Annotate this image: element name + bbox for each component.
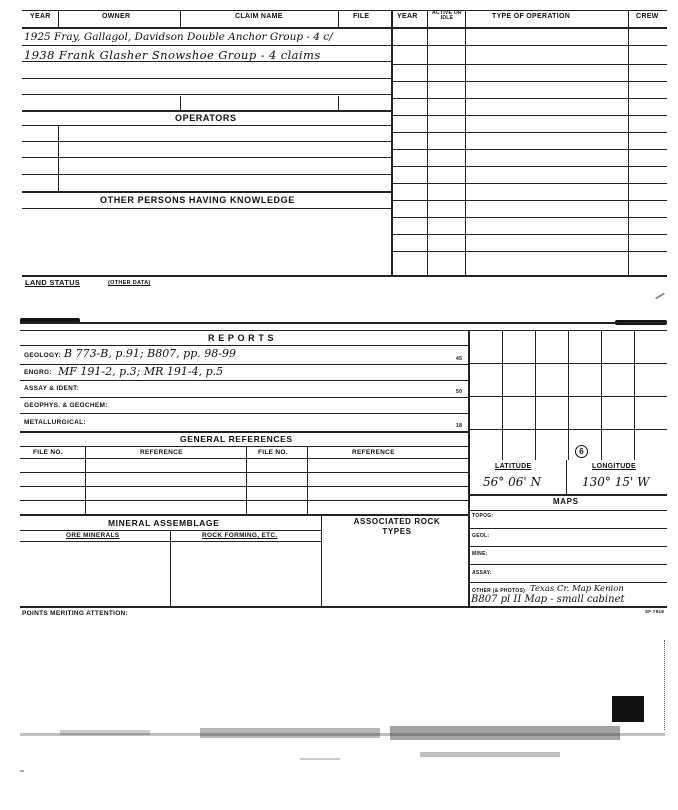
ore-minerals-label: ORE MINERALS: [66, 532, 120, 539]
ref-file-no-1: FILE NO.: [33, 449, 63, 456]
col-year-2: YEAR: [397, 13, 418, 20]
col-owner: OWNER: [102, 13, 131, 20]
engrg-value: MF 191-2, p.3; MR 191-4, p.5: [58, 365, 224, 378]
geology-value: B 773-B, p.91; B807, pp. 98-99: [64, 347, 236, 360]
mine-label: MINE:: [472, 551, 488, 557]
circled-number: 6: [575, 445, 588, 458]
num-18: 18: [456, 423, 463, 429]
ref-reference-1: REFERENCE: [140, 449, 183, 456]
land-status-label: LAND STATUS: [25, 278, 81, 287]
col-claim-name: CLAIM NAME: [235, 13, 283, 20]
associated-rock-types-heading: ASSOCIATED ROCK TYPES: [353, 517, 441, 536]
col-type-of-operation: TYPE OF OPERATION: [492, 13, 571, 20]
geophys-label: GEOPHYS. & GEOCHEM:: [24, 402, 108, 409]
col-active-idle: ACTIVE OR IDLE: [432, 10, 462, 21]
mineral-assemblage-heading: MINERAL ASSEMBLAGE: [108, 518, 220, 528]
other-value-2: B807 pl II Map - small cabinet: [471, 594, 625, 605]
owner-entry-2: 1938 Frank Glasher Snowshoe Group - 4 claims: [24, 48, 321, 62]
other-value-1: Texas Cr. Map Kenion: [530, 584, 624, 594]
num-45: 45: [456, 356, 463, 362]
metallurgical-label: METALLURGICAL:: [24, 419, 86, 426]
num-50: 50: [456, 389, 463, 395]
ref-file-no-2: FILE NO.: [258, 449, 288, 456]
general-references-heading: GENERAL REFERENCES: [180, 434, 293, 444]
operators-heading: OPERATORS: [175, 113, 237, 123]
other-persons-heading: OTHER PERSONS HAVING KNOWLEDGE: [100, 195, 295, 205]
other-label: OTHER (& PHOTOS): [472, 588, 526, 594]
form-code: SF 7918: [645, 609, 665, 614]
assay-map-label: ASSAY:: [472, 570, 492, 576]
land-status-sub: (OTHER DATA): [108, 280, 151, 286]
topog-label: TOPOG:: [472, 513, 494, 519]
points-meriting-label: POINTS MERITING ATTENTION:: [22, 610, 129, 617]
ref-reference-2: REFERENCE: [352, 449, 395, 456]
engrg-label: ENGRG:: [24, 369, 52, 376]
geol-label: GEOL:: [472, 533, 490, 539]
assay-label: ASSAY & IDENT:: [24, 385, 80, 392]
latitude-value: 56° 06' N: [483, 475, 541, 489]
owner-entry-1: 1925 Fray, Gallagol, Davidson Double Anchor Group - 4 c/: [24, 31, 333, 43]
longitude-label: LONGITUDE: [592, 463, 636, 470]
reports-heading: R E P O R T S: [208, 333, 275, 343]
col-year: YEAR: [30, 13, 51, 20]
geology-label: GEOLOGY:: [24, 352, 61, 359]
col-file: FILE: [353, 13, 370, 20]
rock-forming-label: ROCK FORMING, ETC.: [202, 532, 278, 539]
col-crew: CREW: [636, 13, 659, 20]
longitude-value: 130° 15' W: [582, 475, 650, 489]
maps-heading: MAPS: [553, 497, 579, 506]
latitude-label: LATITUDE: [495, 463, 532, 470]
